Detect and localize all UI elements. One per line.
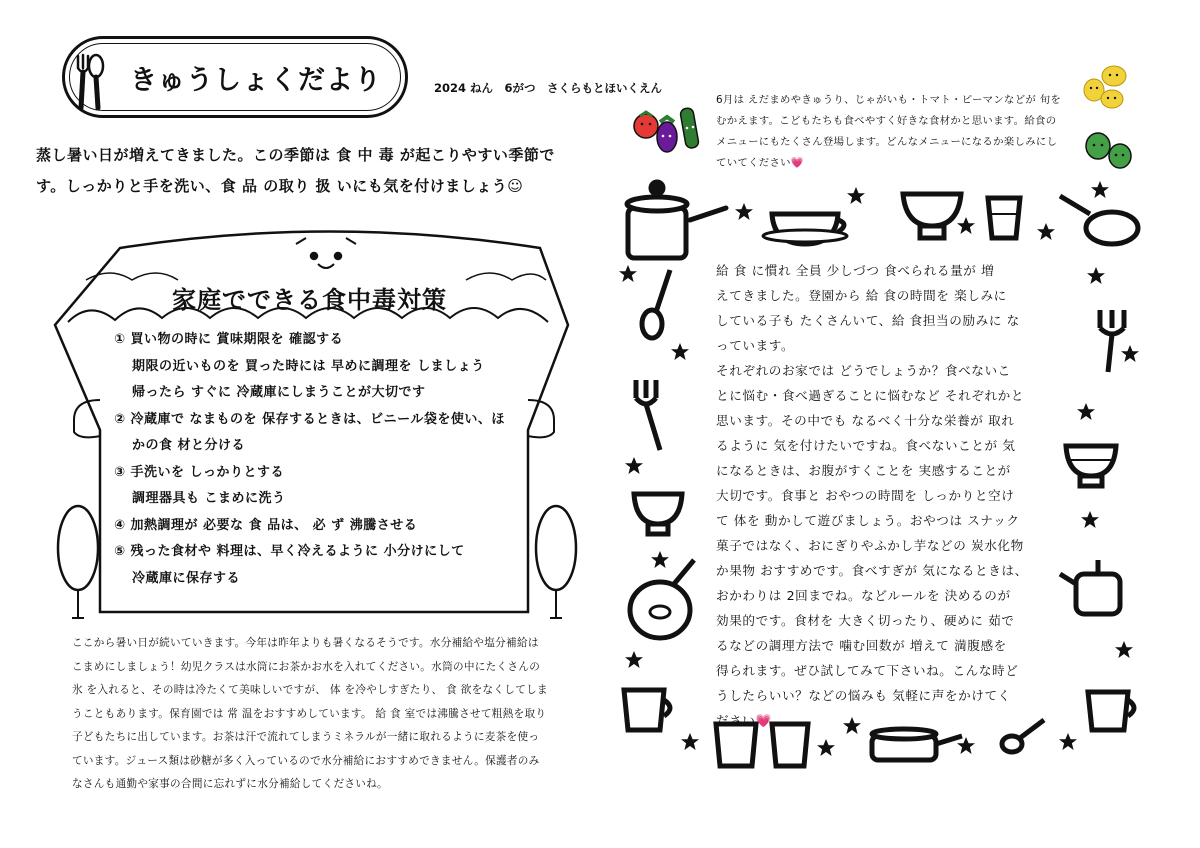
tip-item: 調理器具も こまめに洗う	[132, 491, 286, 506]
paragraph-line: るように 気を付けたいですね。食べないことが 気	[716, 438, 1016, 453]
cup-icon	[1088, 692, 1134, 730]
seasonal-paragraph	[716, 90, 1066, 174]
paragraph-line: おかわりは 2回までね。などルールを 決めるのが	[716, 588, 1011, 603]
star-icon	[1077, 403, 1095, 420]
potato-icon	[1084, 66, 1126, 108]
paragraph-line: ています。ジュース類は砂糖が多く入っているので水分補給におすすめできません。保護者のみ	[72, 754, 540, 767]
intro-line: す。しっかりと手を洗い、食 品 の取り 扱 いにも気を付けましょう☺	[36, 177, 524, 195]
paragraph-line: 給 食 に慣れ 全員 少しづつ 食べられる量が 増	[716, 263, 995, 278]
paragraph-line: それぞれのお家では どうでしょうか？食べないこ	[716, 363, 1011, 378]
star-icon	[817, 739, 835, 756]
issue-info: 2024 ねん 6がつ さくらもとほいくえん	[434, 81, 663, 95]
saucepan-icon	[627, 182, 726, 258]
paragraph-line: っています。	[716, 338, 795, 353]
star-icon	[651, 551, 669, 568]
ladle-icon	[642, 270, 670, 338]
appetite-paragraph	[716, 258, 1056, 733]
star-icon	[1091, 181, 1109, 198]
frying-pan-icon	[1060, 196, 1138, 244]
paragraph-line: ださい💗	[716, 713, 772, 728]
green-pepper-icon	[1086, 133, 1131, 168]
tip-item: 帰ったら すぐに 冷蔵庫にしまうことが大切です	[132, 385, 426, 400]
paragraph-line: 得られます。ぜひ試してみて下さいね。こんな時ど	[716, 663, 1019, 678]
saucepan-icon	[872, 729, 962, 760]
paragraph-line: とに悩む・食べ過ぎることに悩むなど それぞれかと	[716, 388, 1025, 403]
tip-item: かの食 材と分ける	[132, 438, 246, 453]
eggplant-icon	[657, 117, 677, 152]
kettle-icon	[1060, 560, 1120, 614]
paragraph-line: メニューにもたくさん登場します。どんなメニューになるか楽しみにし	[716, 136, 1058, 148]
paragraph-line: ここから暑い日が続いていきます。今年は昨年よりも暑くなるそうです。水分補給や塩分補給は	[72, 637, 539, 649]
star-icon	[1121, 345, 1139, 362]
star-icon	[957, 737, 975, 754]
star-icon	[957, 217, 975, 234]
paragraph-line: 子どもたちに出しています。お茶は汗で流れてしまうミネラルが一緒に取れるように麦茶を使っ	[72, 731, 540, 743]
star-icon	[1059, 733, 1077, 750]
tomato-icon	[634, 112, 658, 138]
whisk-icon	[1100, 310, 1124, 372]
star-icon	[1087, 267, 1105, 284]
paragraph-line: になるときは、お腹がすくことを 実感することが	[716, 463, 1011, 478]
paragraph-line: るなどの調理方法で 噛む回数が 増えて 満腹感を	[716, 638, 1007, 653]
paragraph-line: 効果的です。食材を 大きく切ったり、硬めに 茹で	[716, 613, 1015, 628]
star-icon	[1081, 511, 1099, 528]
tip-item: 期限の近いものを 買った時には 早めに調理を しましょう	[132, 358, 485, 374]
paragraph-line: て 体を 動かして遊びましょう。おやつは スナック	[716, 513, 1020, 528]
paragraph-line: 大切です。食事と おやつの時間を しっかりと空け	[716, 488, 1015, 503]
star-icon	[671, 343, 689, 360]
frying-pan-icon	[630, 560, 694, 638]
fork-spoon-icon	[636, 380, 660, 450]
paragraph-line: 菓子ではなく、おにぎりやふかし芋などの 炭水化物	[716, 538, 1024, 553]
star-icon	[625, 457, 643, 474]
tips-list	[114, 328, 544, 593]
tip-item: ② 冷蔵庫で なまものを 保存するときは、ビニール袋を使い、ほ	[114, 411, 505, 427]
cup-icon	[988, 198, 1020, 238]
bowl-icon	[1066, 446, 1116, 486]
tip-item: 冷蔵庫に保存する	[132, 570, 241, 586]
bowl-icon	[634, 494, 682, 534]
star-icon	[1115, 641, 1133, 658]
star-icon	[735, 203, 753, 220]
tip-item: ① 買い物の時に 賞味期限を 確認する	[114, 332, 344, 347]
paragraph-line: 思います。その中でも なるべく十分な栄養が 取れ	[716, 413, 1015, 428]
paragraph-line: うしたらいい？などの悩みも 気軽に声をかけてく	[716, 688, 1011, 703]
cup-icon	[763, 214, 847, 244]
hydration-paragraph	[72, 632, 602, 797]
paragraph-line: か果物 おすすめです。食べすぎが 気になるときは、	[716, 563, 1028, 578]
paragraph-line: している子も たくさんいて、給 食担当の励みに な	[716, 313, 1020, 328]
paragraph-line: なさんも通勤や家事の合間に忘れずに水分補給してくださいね。	[72, 778, 388, 790]
page-title: きゅうしょくだより	[130, 65, 382, 96]
paragraph-line: 氷 を入れると、その時は冷たくて美味しいですが、 体 を冷やしすぎたり、 食 欲をなくしてしま	[72, 684, 548, 696]
paragraph-line: うこともあります。保育園では 常 温をおすすめしています。 給 食 室では沸騰させて粗熱を取り	[72, 707, 547, 720]
star-icon	[1037, 223, 1055, 240]
paragraph-line: 6月は えだまめやきゅうり、じゃがいも・トマト・ピーマンなどが 旬を	[716, 94, 1062, 106]
intro-line: 蒸し暑い日が増えてきました。この季節は 食 中 毒 が起こりやすい季節で	[36, 146, 555, 164]
tip-item: ③ 手洗いを しっかりとする	[114, 464, 285, 480]
paragraph-line: えてきました。登園から 給 食の時間を 楽しみに	[716, 288, 1007, 303]
cucumber-icon	[680, 107, 700, 149]
star-icon	[847, 187, 865, 204]
paragraph-line: こまめにしましょう！幼児クラスは水筒にお茶かお水を入れてください。水筒の中にたくさんの	[72, 660, 541, 673]
tip-item: ⑤ 残った食材や 料理は、早く冷えるように 小分けにして	[114, 544, 465, 559]
star-icon	[619, 265, 637, 282]
star-icon	[681, 733, 699, 750]
tip-item: ④ 加熱調理が 必要な 食 品は、 必 ず 沸騰させる	[114, 517, 418, 533]
section-title: 家庭でできる食中毒対策	[172, 286, 447, 314]
paragraph-line: むかえます。こどもたちも食べやすく好きな食材かと思います。給食の	[716, 115, 1057, 127]
paragraph-line: ていてください💗	[716, 157, 805, 169]
intro-paragraph	[36, 140, 584, 202]
cup-icon	[624, 690, 670, 730]
star-icon	[625, 651, 643, 668]
bowl-icon	[903, 194, 961, 238]
